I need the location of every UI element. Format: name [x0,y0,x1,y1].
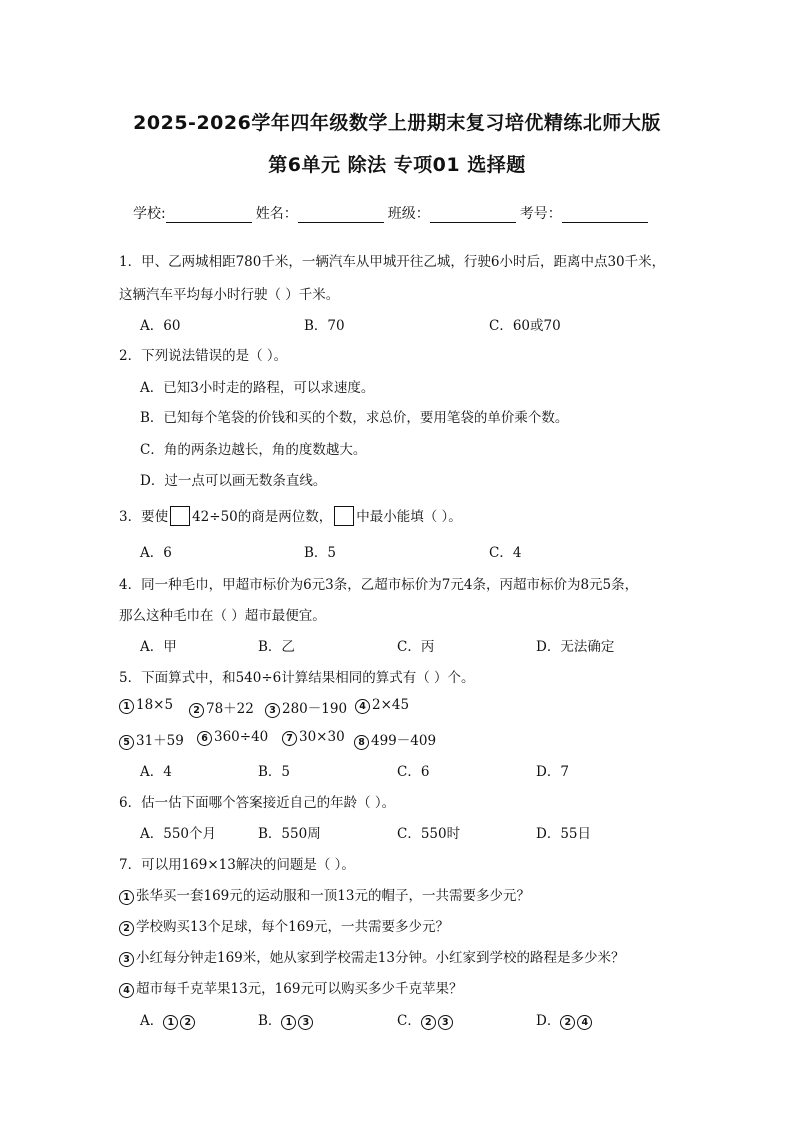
q7-option-label: C． [397,1013,421,1029]
q3-option-a[interactable]: A．6 [140,545,172,561]
circled-number-icon: 2 [119,921,134,936]
q4-option-a[interactable]: A．甲 [140,639,177,655]
q5-expr-1 [119,697,173,714]
q5-expr-6 [197,729,268,746]
name-label: 姓名： [255,206,298,222]
circled-number-icon: 2 [180,1015,195,1030]
circled-number-icon: 8 [354,735,369,750]
q7-item-1 [119,884,530,905]
q2-option-c[interactable]: C．角的两条边越长，角的度数越大。 [140,442,367,458]
q6-option-a[interactable]: A．550个月 [140,826,217,842]
q7-option-label: D． [536,1013,561,1029]
q4-stem-line2: 那么这种毛巾在（ ）超市最便宜。 [119,608,326,624]
q4-option-d[interactable]: D．无法确定 [536,639,615,655]
circled-number-icon: 2 [189,703,204,718]
q5-expr-4 [355,697,409,714]
q5-expr-text: 360÷40 [214,729,269,745]
q7-stem: 7．可以用169×13解决的问题是（ ）。 [119,857,355,873]
class-blank[interactable] [430,208,516,223]
q3-stem-part3: 中最小能填（ ）。 [356,509,462,525]
q6-option-b[interactable]: B．550周 [258,826,321,842]
exam-no-blank[interactable] [562,208,648,223]
circled-number-icon: 2 [560,1015,575,1030]
q5-option-b[interactable]: B．5 [258,764,291,780]
q7-option-label: A． [140,1013,164,1029]
q7-item-text: 小红每分钟走169米，她从家到学校需走13分钟。小红家到学校的路程是多少米？ [136,950,625,966]
circled-number-icon: 4 [355,699,370,714]
circled-number-icon: 3 [265,703,280,718]
circled-number-icon: 7 [282,731,297,746]
circled-number-icon: 1 [119,699,134,714]
school-label: 学校: [133,206,166,222]
q7-option-label: B． [258,1013,282,1029]
circled-number-icon: 4 [119,983,134,998]
q3-blank-box-ref [334,506,354,526]
q5-expr-text: 2×45 [372,697,410,713]
q6-option-c[interactable]: C．550时 [397,826,461,842]
circled-number-icon: 4 [577,1015,592,1030]
worksheet-subtitle: 第6单元 除法 专项01 选择题 [268,154,526,176]
q4-stem-line1: 4．同一种毛巾，甲超市标价为6元3条，乙超市标价为7元4条，丙超市标价为8元5条， [119,577,639,593]
q3-blank-box[interactable] [170,506,190,526]
q5-expr-5 [119,729,184,750]
q5-expr-text: 499－409 [371,733,437,749]
q3-option-b[interactable]: B．5 [304,545,337,561]
q2-stem: 2．下列说法错误的是（ ）。 [119,348,288,364]
circled-number-icon: 1 [163,1015,178,1030]
q7-item-3 [119,946,624,967]
q1-stem-line2: 这辆汽车平均每小时行驶（ ）千米。 [119,287,340,303]
circled-number-icon: 3 [119,952,134,967]
name-blank[interactable] [298,208,384,223]
student-info-row [133,203,652,223]
q2-option-a[interactable]: A．已知3小时走的路程，可以求速度。 [140,380,375,396]
exam-no-label: 考号： [519,206,562,222]
q7-item-4 [119,977,462,998]
q5-option-d[interactable]: D．7 [536,764,569,780]
q5-expr-2 [189,697,254,718]
q5-expr-7 [282,729,345,746]
q6-stem: 6．估一估下面哪个答案接近自己的年龄（ ）。 [119,795,396,811]
q4-option-c[interactable]: C．丙 [397,639,435,655]
school-blank[interactable] [166,208,252,223]
q7-item-text: 张华买一套169元的运动服和一顶13元的帽子，一共需要多少元？ [136,888,530,904]
q7-option-a[interactable] [140,1009,197,1030]
q1-stem-line1: 1．甲、乙两城相距780千米，一辆汽车从甲城开往乙城，行驶6小时后，距离中点30千米， [119,254,666,270]
q1-option-a[interactable]: A．60 [140,318,181,334]
q2-option-b[interactable]: B．已知每个笔袋的价钱和买的个数，求总价，要用笔袋的单价乘个数。 [140,410,569,426]
q7-item-text: 学校购买13个足球，每个169元，一共需要多少元？ [136,919,449,935]
q3-option-c[interactable]: C．4 [489,545,522,561]
q1-option-b[interactable]: B．70 [304,318,345,334]
q3-stem-part2: 42÷50的商是两位数， [192,509,333,525]
circled-number-icon: 6 [197,731,212,746]
q5-expr-text: 30×30 [299,729,345,745]
class-label: 班级： [387,206,430,222]
circled-number-icon: 3 [438,1015,453,1030]
q6-option-d[interactable]: D．55日 [536,826,592,842]
q5-expr-text: 280－190 [282,701,348,717]
q5-stem: 5．下面算式中，和540÷6计算结果相同的算式有（ ）个。 [119,670,475,686]
q3-stem [119,505,462,526]
q5-option-c[interactable]: C．6 [397,764,430,780]
q1-option-c[interactable]: C．60或70 [489,318,561,334]
worksheet-title: 2025-2026学年四年级数学上册期末复习培优精练北师大版 [133,112,661,134]
circled-number-icon: 1 [119,890,134,905]
q5-expr-8 [354,729,436,750]
q5-option-a[interactable]: A．4 [140,764,172,780]
circled-number-icon: 1 [281,1015,296,1030]
q4-option-b[interactable]: B．乙 [258,639,295,655]
q7-item-2 [119,915,449,936]
q5-expr-text: 18×5 [136,697,174,713]
q3-stem-part1: 3．要使 [119,509,169,525]
q5-expr-text: 78＋22 [206,701,254,717]
circled-number-icon: 2 [421,1015,436,1030]
q7-option-d[interactable] [536,1009,594,1030]
q7-option-c[interactable] [397,1009,455,1030]
q5-expr-text: 31＋59 [136,733,184,749]
q5-expr-3 [265,697,347,718]
circled-number-icon: 3 [298,1015,313,1030]
circled-number-icon: 5 [119,735,134,750]
q7-item-text: 超市每千克苹果13元，169元可以购买多少千克苹果？ [136,981,463,997]
q2-option-d[interactable]: D．过一点可以画无数条直线。 [140,473,327,489]
q7-option-b[interactable] [258,1009,315,1030]
